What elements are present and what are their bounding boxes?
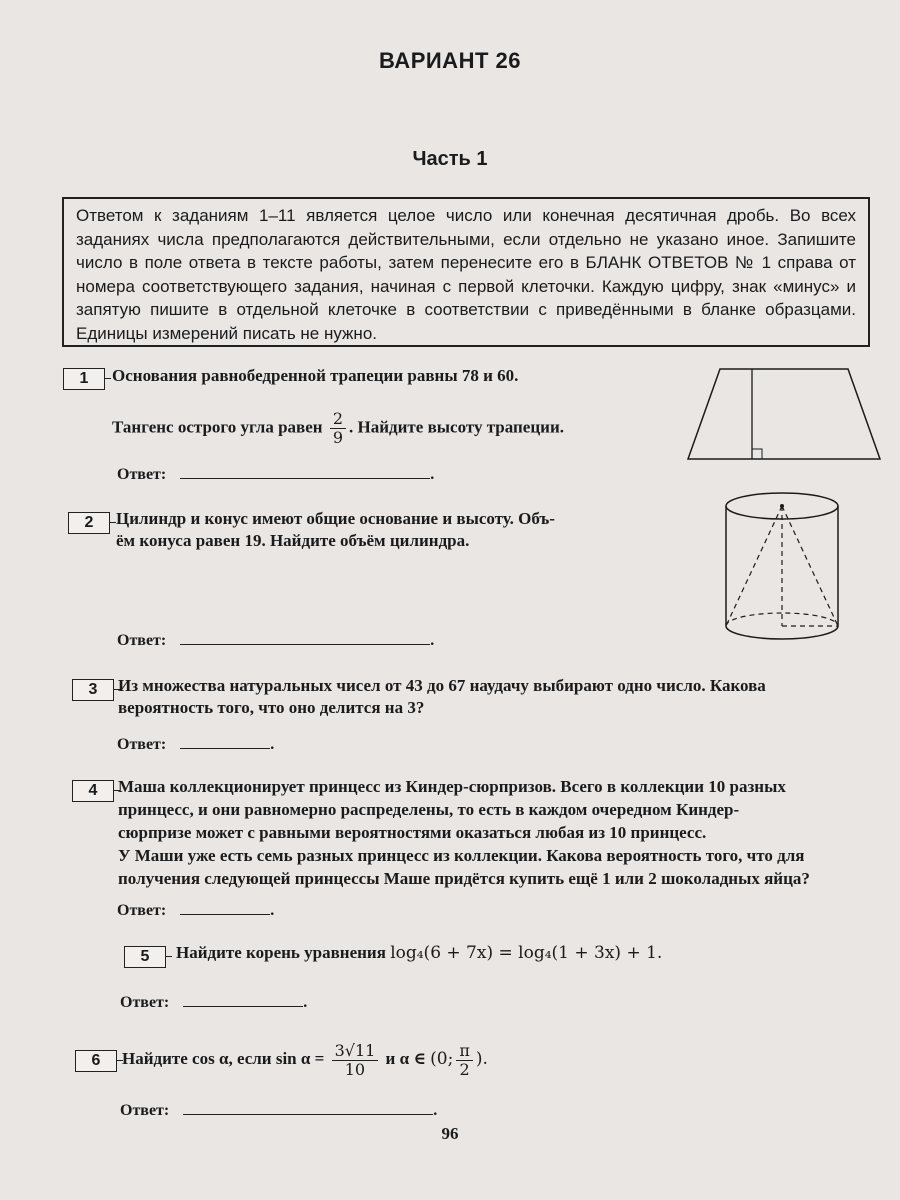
task-3-line-1: Из множества натуральных чисел от 43 до 67 наудачу выбирают одно число. Какова [118, 676, 766, 695]
answer-3: Ответ: . [117, 732, 274, 754]
answer-5: Ответ: . [120, 990, 307, 1012]
sine-fraction: $\frac{3√11}{10}$ [332, 1042, 379, 1079]
answer-4: Ответ: . [117, 898, 274, 920]
task-4-line-1: Маша коллекционирует принцесс из Киндер-сюрпризов. Всего в коллекции 10 разных [118, 777, 786, 796]
part-title: Часть 1 [412, 148, 488, 170]
task-2-line-2: ём конуса равен 19. Найдите объём цилиндра. [116, 531, 470, 550]
answer-field-5[interactable] [183, 990, 303, 1007]
task-1-line-1: Основания равнобедренной трапеции равны 78 и 60. [112, 366, 519, 385]
task-5-line-1: Найдите корень уравнения log₄(6 + 7x) = log₄(1 + 3x) + 1. [176, 943, 663, 963]
task-number-3: 3 [72, 679, 114, 701]
log-equation: log₄(6 + 7x) = log₄(1 + 3x) + 1. [390, 943, 663, 963]
answer-field-2[interactable] [180, 628, 430, 645]
task-number-2: 2 [68, 512, 110, 534]
task-4-line-5: получения следующей принцессы Маше придётся купить ещё 1 или 2 шоколадных яйца? [118, 869, 810, 888]
task-number-5: 5 [124, 946, 166, 968]
task-4-line-4: У Маши уже есть семь разных принцесс из коллекции. Какова вероятность того, что для [118, 846, 805, 865]
task-4-line-2: принцесс, и они равномерно распределены, то есть в каждом очередном Киндер- [118, 800, 740, 819]
instructions-box: Ответом к заданиям 1–11 является целое число или конечная десятичная дробь. Во всех заданиях числа предполагаются действительными, если отдельно не указано иное. Запишите число в поле ответа в тексте работы, затем перенесите его в БЛАНК ОТВЕТОВ № 1 справа от номера соответствующего задания, начиная с первой клеточки. Каждую цифру, знак «минус» и запятую пишите в отдельной клеточке в соответствии с приведёнными в бланке образцами. Единицы измерений писать не нужно. [62, 197, 870, 347]
task-number-4: 4 [72, 780, 114, 802]
answer-field-4[interactable] [180, 898, 270, 915]
trapezoid-figure [684, 365, 884, 463]
variant-title: ВАРИАНТ 26 [379, 48, 521, 73]
task-number-6: 6 [75, 1050, 117, 1072]
task-number-1: 1 [63, 368, 105, 390]
task-4-line-3: сюрпризе может с равными вероятностями оказаться любая из 10 принцесс. [118, 823, 707, 842]
answer-1: Ответ: . [117, 462, 434, 484]
task-1-line-2: Тангенс острого угла равен $\frac{2}{9}$ . Найдите высоту трапеции. [112, 409, 564, 447]
pi-half-fraction: $\frac{\pi}{2}$ [456, 1042, 473, 1079]
task-6-line-1: Найдите cos α, если sin α = $\frac{3√11}{10}$ и α ∈ (0; $\frac{\pi}{2}$ ). [122, 1040, 488, 1079]
answer-field-6[interactable] [183, 1098, 433, 1115]
answer-6: Ответ: . [120, 1098, 437, 1120]
task-3-line-2: вероятность того, что оно делится на 3? [118, 698, 425, 717]
answer-2: Ответ: . [117, 628, 434, 650]
answer-field-3[interactable] [180, 732, 270, 749]
tangent-fraction: $\frac{2}{9}$ [330, 410, 346, 447]
task-2-line-1: Цилиндр и конус имеют общие основание и высоту. Объ- [116, 509, 555, 528]
answer-field-1[interactable] [180, 462, 430, 479]
cylinder-cone-figure [718, 490, 848, 650]
page-number: 96 [441, 1124, 459, 1143]
